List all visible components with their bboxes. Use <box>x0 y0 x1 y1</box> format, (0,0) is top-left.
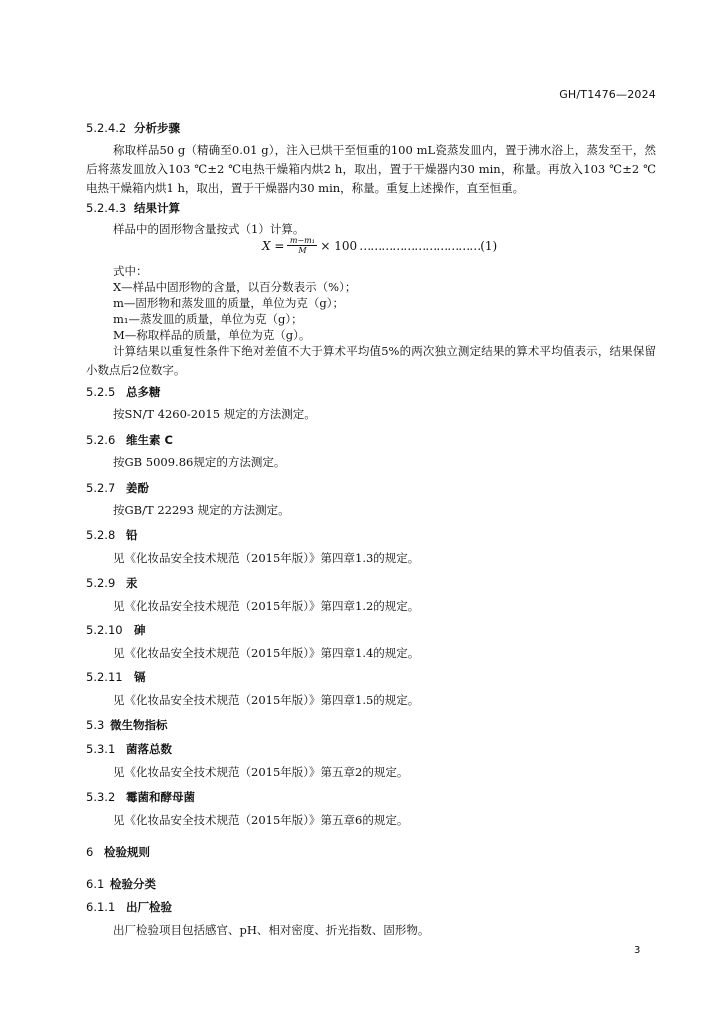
section-number: 6 <box>86 845 94 859</box>
section-text: 见《化妆品安全技术规范（2015年版）》第四章1.5的规定。 <box>113 693 420 707</box>
page-number: 3 <box>634 945 641 956</box>
section-title: 结果计算 <box>134 201 180 215</box>
section-title: 检验规则 <box>104 845 150 859</box>
section-heading-5-2-8 <box>86 527 138 543</box>
section-text: 按GB 5009.86规定的方法测定。 <box>113 455 286 469</box>
section-title: 检验分类 <box>110 877 156 891</box>
section-heading-5-3-2 <box>86 789 195 805</box>
where-label: 式中： <box>113 264 148 278</box>
section-title: 出厂检验 <box>126 900 172 914</box>
analysis-steps-paragraph: 称取样品50 g（精确至0.01 g），注入已烘干至恒重的100 mL瓷蒸发皿内，置于沸水浴上，蒸发至干，然后将蒸发皿放入103 ℃±2 ℃电热干燥箱内烘2 h，取出，置于干燥器内30 min，称量。再放入103 ℃±2 ℃电热干燥箱内烘1 h，取出，置于干燥器内30 min，称量。重复上述操作，直至恒重。 <box>86 143 656 195</box>
section-title: 维生素 C <box>126 433 173 447</box>
section-number: 5.2.8 <box>86 528 116 542</box>
result-rule-paragraph: 计算结果以重复性条件下绝对差值不大于算术平均值5%的两次独立测定结果的算术平均值表示，结果保留小数点后2位数字。 <box>86 344 656 377</box>
section-heading-5-2-7 <box>86 480 149 496</box>
section-heading-5-2-11 <box>86 669 146 685</box>
section-heading-5-2-4-2 <box>86 120 180 136</box>
section-heading-5-3 <box>86 717 168 733</box>
formula-lhs: X = <box>262 238 285 253</box>
standard-code-header: GH/T1476—2024 <box>559 88 656 101</box>
section-title: 霉菌和酵母菌 <box>126 790 195 804</box>
formula-denominator: M <box>298 246 307 255</box>
section-title: 汞 <box>126 576 138 590</box>
section-text: 按GB/T 22293 规定的方法测定。 <box>113 503 290 517</box>
calculation-intro: 样品中的固形物含量按式（1）计算。 <box>113 222 305 236</box>
section-heading-5-2-10 <box>86 622 146 638</box>
section-text: 见《化妆品安全技术规范（2015年版）》第五章2的规定。 <box>113 765 409 779</box>
section-title: 镉 <box>134 670 146 684</box>
section-text: 见《化妆品安全技术规范（2015年版）》第四章1.3的规定。 <box>113 551 420 565</box>
section-number: 6.1 <box>86 877 105 891</box>
section-number: 5.3.1 <box>86 742 116 756</box>
formula-numerator: m−m₁ <box>289 236 315 245</box>
formula-equation-number: (1) <box>480 238 498 253</box>
section-text: 按SN/T 4260-2015 规定的方法测定。 <box>113 407 316 421</box>
section-number: 5.2.11 <box>86 670 123 684</box>
definition-item: m₁—蒸发皿的质量，单位为克（g）； <box>113 312 303 326</box>
formula-fraction <box>287 236 317 255</box>
formula-1 <box>262 236 497 255</box>
definition-item: M—称取样品的质量，单位为克（g）。 <box>113 328 311 342</box>
section-number: 5.2.4.3 <box>86 201 127 215</box>
section-heading-5-2-5 <box>86 384 161 400</box>
section-text: 出厂检验项目包括感官、pH、相对密度、折光指数、固形物。 <box>113 923 430 937</box>
section-text: 见《化妆品安全技术规范（2015年版）》第四章1.2的规定。 <box>113 599 420 613</box>
section-title: 姜酚 <box>126 481 149 495</box>
section-number: 5.2.4.2 <box>86 121 127 135</box>
section-title: 微生物指标 <box>110 718 168 732</box>
definition-item: X—样品中固形物的含量，以百分数表示（%）； <box>113 280 357 294</box>
section-text: 见《化妆品安全技术规范（2015年版）》第五章6的规定。 <box>113 813 409 827</box>
section-title: 砷 <box>134 623 146 637</box>
section-title: 分析步骤 <box>134 121 180 135</box>
section-text: 见《化妆品安全技术规范（2015年版）》第四章1.4的规定。 <box>113 646 420 660</box>
section-number: 5.2.9 <box>86 576 116 590</box>
section-number: 5.2.7 <box>86 481 116 495</box>
definition-item: m—固形物和蒸发皿的质量，单位为克（g）； <box>113 296 345 310</box>
section-number: 5.3.2 <box>86 790 116 804</box>
section-number: 5.2.5 <box>86 385 116 399</box>
section-number: 6.1.1 <box>86 900 116 914</box>
section-title: 总多糖 <box>126 385 161 399</box>
section-heading-5-2-9 <box>86 575 138 591</box>
section-heading-5-3-1 <box>86 741 172 757</box>
formula-leader-dots: …………………………… <box>359 238 481 253</box>
section-number: 5.3 <box>86 718 105 732</box>
section-heading-5-2-4-3 <box>86 200 180 216</box>
section-title: 菌落总数 <box>126 742 172 756</box>
section-heading-6-1 <box>86 876 156 892</box>
section-number: 5.2.6 <box>86 433 116 447</box>
formula-rhs: × 100 <box>320 238 358 253</box>
section-heading-6-1-1 <box>86 899 172 915</box>
section-heading-5-2-6 <box>86 432 173 448</box>
section-title: 铅 <box>126 528 138 542</box>
section-number: 5.2.10 <box>86 623 123 637</box>
section-heading-6 <box>86 844 150 860</box>
